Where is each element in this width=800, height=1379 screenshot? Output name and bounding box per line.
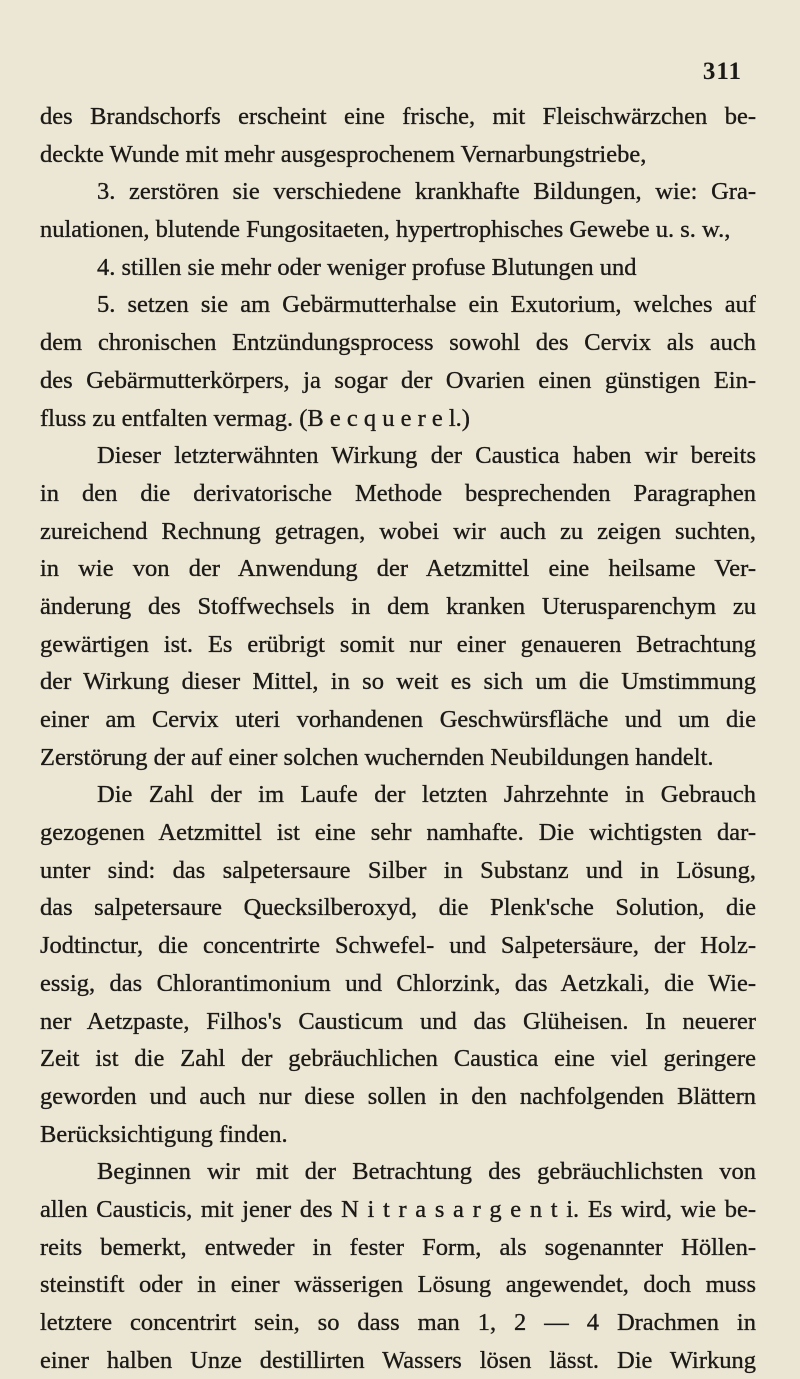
text-line: in wie von der Anwendung der Aetzmittel eine heilsame Ver- (40, 555, 756, 583)
body-text (40, 98, 756, 1379)
text-line: der Wirkung dieser Mittel, in so weit es sich um die Umstimmung (40, 668, 756, 696)
text-line: gewärtigen ist. Es erübrigt somit nur einer genaueren Betrachtung (40, 630, 756, 658)
text-line: in den die derivatorische Methode besprechenden Paragraphen (40, 479, 756, 507)
text-line: 3. zerstören sie verschiedene krankhafte Bildungen, wie: Gra- (97, 178, 756, 206)
text-line: Berücksichtigung finden. (40, 1120, 288, 1148)
text-line: unter sind: das salpetersaure Silber in Substanz und in Lösung, (40, 856, 756, 884)
text-line: des Brandschorfs erscheint eine frische, mit Fleischwärzchen be- (40, 103, 756, 130)
text-line: Zerstörung der auf einer solchen wuchernden Neubildungen handelt. (40, 743, 714, 771)
text-line: Jodtinctur, die concentrirte Schwefel- und Salpetersäure, der Holz- (40, 932, 756, 960)
text-line: reits bemerkt, entweder in fester Form, als sogenannter Höllen- (40, 1233, 756, 1261)
text-line: das salpetersaure Quecksilberoxyd, die Plenk'sche Solution, die (40, 894, 756, 922)
text-line: 4. stillen sie mehr oder weniger profuse Blutungen und (97, 253, 637, 281)
text-line: einer halben Unze destillirten Wassers lösen lässt. Die Wirkung (40, 1346, 756, 1374)
text-line: geworden und auch nur diese sollen in den nachfolgenden Blättern (40, 1082, 756, 1110)
text-line: allen Causticis, mit jener des N i t r a s a r g e n t i. Es wird, wie be- (40, 1195, 756, 1223)
text-line: ner Aetzpaste, Filhos's Causticum und das Glüheisen. In neuerer (40, 1007, 756, 1035)
text-line: nulationen, blutende Fungositaeten, hypertrophisches Gewebe u. s. w., (40, 216, 731, 244)
text-line: fluss zu entfalten vermag. (B e c q u e r e l.) (40, 404, 470, 432)
text-line: einer am Cervix uteri vorhandenen Geschwürsfläche und um die (40, 706, 756, 733)
text-line: zureichend Rechnung getragen, wobei wir auch zu zeigen suchten, (40, 517, 756, 545)
text-line: Die Zahl der im Laufe der letzten Jahrzehnte in Gebrauch (97, 781, 756, 809)
page-number: 311 (702, 58, 742, 85)
text-line: Zeit ist die Zahl der gebräuchlichen Caustica eine viel geringere (40, 1045, 756, 1073)
text-line: letztere concentrirt sein, so dass man 1, 2 — 4 Drachmen in (40, 1309, 756, 1336)
text-line: des Gebärmutterkörpers, ja sogar der Ovarien einen günstigen Ein- (40, 366, 756, 394)
text-line: Beginnen wir mit der Betrachtung des gebräuchlichsten von (97, 1158, 756, 1186)
text-line: gezogenen Aetzmittel ist eine sehr namhafte. Die wichtigsten dar- (40, 819, 756, 847)
text-line: Dieser letzterwähnten Wirkung der Caustica haben wir bereits (97, 442, 756, 470)
text-line: essig, das Chlorantimonium und Chlorzink, das Aetzkali, die Wie- (40, 969, 756, 997)
text-line: 5. setzen sie am Gebärmutterhalse ein Exutorium, welches auf (97, 291, 756, 319)
text-line: deckte Wunde mit mehr ausgesprochenem Vernarbungstriebe, (40, 140, 647, 168)
text-line: dem chronischen Entzündungsprocess sowohl des Cervix als auch (40, 329, 756, 357)
text-line: steinstift oder in einer wässerigen Lösung angewendet, doch muss (40, 1271, 756, 1299)
text-line: änderung des Stoffwechsels in dem kranken Uterusparenchym zu (40, 592, 756, 620)
